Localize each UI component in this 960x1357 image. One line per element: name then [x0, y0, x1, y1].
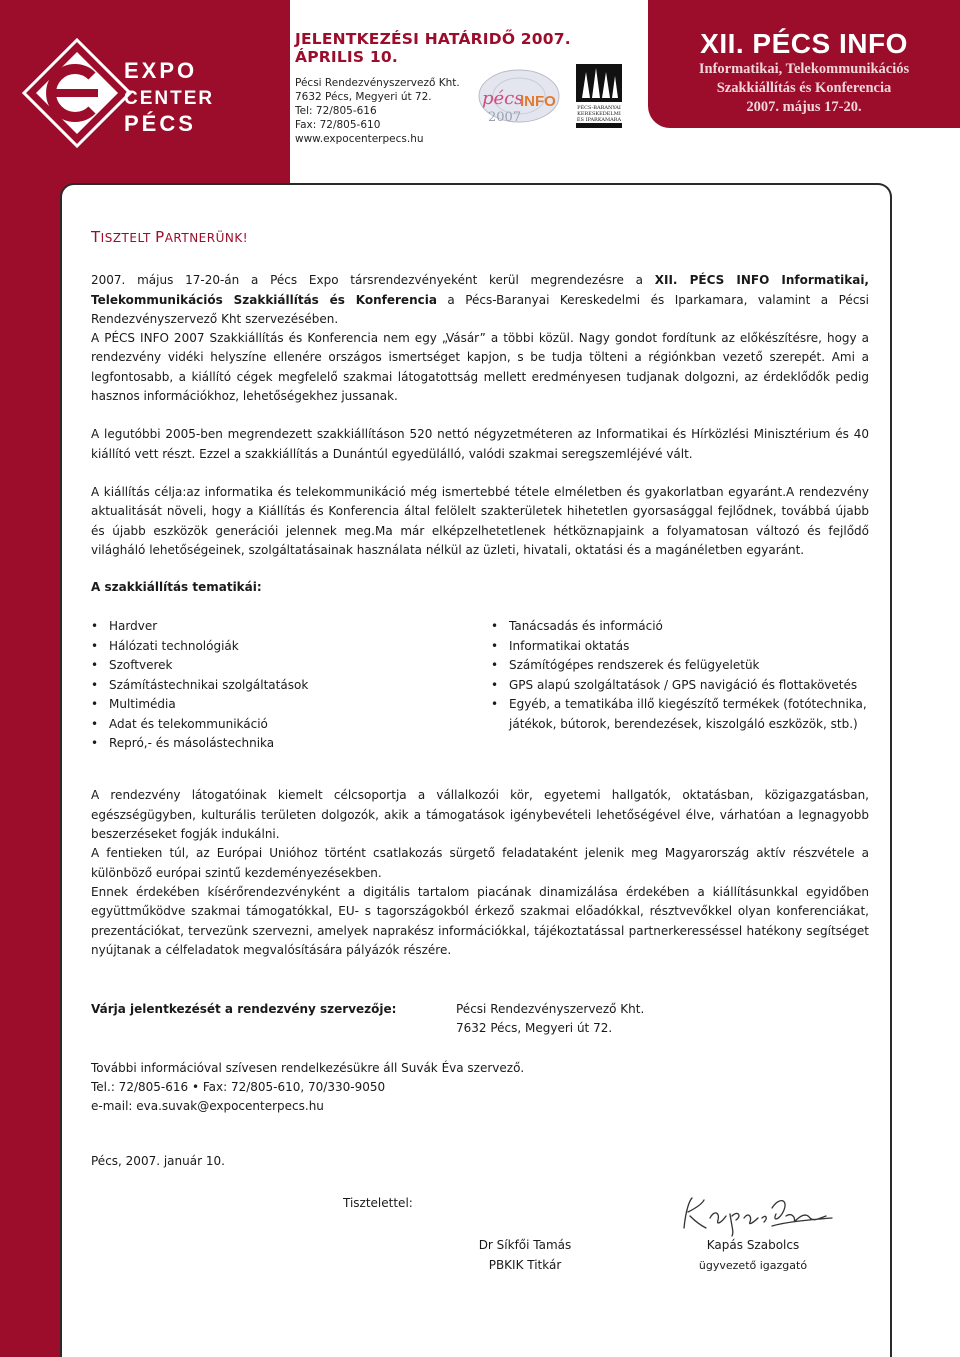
list-item: • Hardver: [91, 617, 471, 637]
signer-sikfoi-title: PBKIK Titkár: [488, 1257, 562, 1272]
letter-closing: [91, 1000, 869, 1172]
signer-kapas-name: Kapás Szabolcs: [706, 1238, 800, 1252]
themes-right-column: [491, 617, 871, 734]
themes-list: [91, 617, 869, 757]
signer-sikfoi-name: Dr Síkfői Tamás: [478, 1238, 572, 1252]
event-subtitle-1: Informatikai, Telekommunikációs: [698, 61, 910, 77]
apply-org-name: Pécsi Rendezvényszervező Kht.: [456, 1002, 645, 1016]
list-item: • Tanácsadás és információ: [491, 617, 871, 637]
organizer-address: 7632 Pécs, Megyeri út 72.: [295, 91, 432, 103]
event-title: XII. PÉCS INFO: [700, 28, 908, 59]
themes-title: A szakkiállítás tematikái:: [91, 580, 262, 595]
organizer-fax: Fax: 72/805-610: [295, 119, 381, 131]
event-banner: [648, 0, 960, 128]
list-item: • Multimédia: [91, 695, 471, 715]
event-subtitle-2: Szakkiállítás és Konferencia: [716, 80, 892, 96]
signer-kapas-title: ügyvezető igazgató: [698, 1258, 808, 1272]
list-item: • Informatikai oktatás: [491, 637, 871, 657]
list-item: • Hálózati technológiák: [91, 637, 471, 657]
expo-center-logo: [22, 38, 242, 148]
list-item: • GPS alapú szolgáltatások / GPS navigáció és flottakövetés: [491, 676, 871, 696]
logo-line-center: CENTER: [124, 88, 215, 109]
organizer-web: www.expocenterpecs.hu: [295, 133, 424, 145]
list-item: • Szoftverek: [91, 656, 471, 676]
list-item: • Számítógépes rendszerek és felügyeletük: [491, 656, 871, 676]
date-line: Pécs, 2007. január 10.: [91, 1154, 225, 1169]
apply-row: [91, 1000, 869, 1019]
pecs-logo-year: 2007: [488, 110, 522, 125]
apply-org-address: 7632 Pécs, Megyeri út 72.: [456, 1021, 613, 1036]
contact-line: További információval szívesen rendelkezésükre áll Suvák Éva szervező.: [91, 1060, 525, 1075]
paragraph-conference: Ennek érdekében kísérőrendezvényként a digitális tartalom piacának dinamizálása érdekében a kiállításunkkal egyidőben együttműködve szakmai támogatókkal, EU- s tagországokból érkező szakmai előadókkal, résztvevőkkel olyan konferenciákat, prezentációkat, tervezünk szervezni, amelyek naprakész információkkal, tájékoztatással partnerkeresséssel hatékony segítséget nyújtanak a célfeladatok megvalósítására pályázók részére.: [91, 884, 869, 957]
paragraph-intro: 2007. május 17-20-án a Pécs Expo társrendezvényeként kerül megrendezésre a XII. PÉCS INFO Informatikai, Telekommunikációs Szakkiállítás és Konferencia a Pécs-Baranyai Kereskedelmi és Iparkamara, valamint a Pécsi Rendezvényszervező Kht szervezésében.: [91, 273, 869, 326]
paragraph-goal: A kiállítás célja:az informatika és telekommunikáció még ismertebbé tétele elméletben és gyakorlatban egyaránt.A rendezvény aktualitását növeli, hogy a Kiállítás és Konferencia által felölelt szakterületek hihetetlen gyorsasággal fejlődnek, továbbá újabb és újabb eszközök generációi jelennek meg.Ma már elképzelhetetlenek hétköznapjaink a folyamatosan változó és fejlődő világháló lehetőségeinek, szolgáltatásainak használata nélkül az üzleti, hivatali, oktatási és a magánéletben egyaránt.: [91, 484, 869, 557]
logo-line-expo: EXPO: [124, 58, 198, 83]
list-item: • Egyéb, a tematikába illő kiegészítő termékek (fotótechnika, játékok, bútorok, berendezések, kiszolgáló eszközök, stb.): [491, 695, 871, 734]
signer-sikfoi: [465, 1236, 585, 1275]
pecs-logo-word: pécs: [482, 88, 524, 109]
salutation: TISZTELT PARTNERÜNK!: [91, 228, 249, 246]
email-line: e-mail: eva.suvak@expocenterpecs.hu: [91, 1099, 324, 1114]
signer-kapas: [688, 1236, 818, 1275]
letter-body: [91, 228, 869, 960]
chamber-logo-line1: PÉCS-BARANYAI: [577, 105, 621, 111]
list-item: • Repró,- és másolástechnika: [91, 734, 471, 754]
list-item: • Adat és telekommunikáció: [91, 715, 471, 735]
list-item: • Számítástechnikai szolgáltatások: [91, 676, 471, 696]
apply-label: Várja jelentkezését a rendezvény szervezője:: [91, 1002, 397, 1016]
chamber-logo: [576, 64, 622, 128]
paragraph-history: A legutóbbi 2005-ben megrendezett szakkiállításon 520 nettó négyzetméteren az Informatikai és Hírközlési Minisztérium és 40 kiállító vett részt. Ezzel a szakkiállítás a Dunántúl egyedülálló, valódi szakmai seregszemléjévé vált.: [91, 427, 869, 461]
logo-line-pecs: PÉCS: [124, 111, 196, 136]
regards: Tisztelettel:: [343, 1196, 413, 1210]
chamber-logo-line3: ÉS IPARKAMARA: [576, 117, 622, 123]
themes-left-column: [91, 617, 471, 754]
paragraph-quality: A PÉCS INFO 2007 Szakkiállítás és Konferencia nem egy „Vásár” a többi közül. Nagy gondot fordítunk az előkészítésre, hogy a rendezvény vidéki helyszíne ellenére országos ismertséget kapjon, s be tudja tölteni a régiónkban vezető szerepét. Ami a legfontosabb, a kiállító cégek megfelelő szakmai látogatottság mellett eredményesen tudjanak dolgozni, az érdeklődők pedig hasznos információkhoz, lehetőségekhez jussanak.: [91, 331, 869, 404]
pecs-logo-info: INFO: [520, 93, 556, 110]
organizer-tel: Tel: 72/805-616: [295, 105, 377, 117]
chamber-logo-line2: KERESKEDELMI: [577, 111, 621, 117]
organizer-name: Pécsi Rendezvényszervező Kht.: [295, 77, 460, 89]
paragraph-audience: A rendezvény látogatóinak kiemelt célcsoportja a vállalkozói kör, egyetemi hallgatók, oktatásban, közigazgatásban, egészségügyben, kulturális területen dolgozók, akik a támogatások igénybevételi lehetőségével élve, várhatóan a legnagyobb beszerzéseket fogják indukálni.: [91, 788, 869, 842]
paragraph-eu: A fentieken túl, az Európai Unióhoz történt csatlakozás sürgető feladataként jelenik meg Magyarország aktív részvétele a különböző európai szintű kezdeményezésekben.: [91, 846, 869, 880]
phone-line: Tel.: 72/805-616 • Fax: 72/805-610, 70/330-9050: [91, 1079, 386, 1094]
event-date: 2007. május 17-20.: [746, 99, 862, 115]
signature-kapas: [676, 1188, 836, 1240]
pecs-info-logo: [474, 66, 564, 128]
application-deadline: JELENTKEZÉSI HATÁRIDŐ 2007. ÁPRILIS 10.: [295, 30, 571, 66]
